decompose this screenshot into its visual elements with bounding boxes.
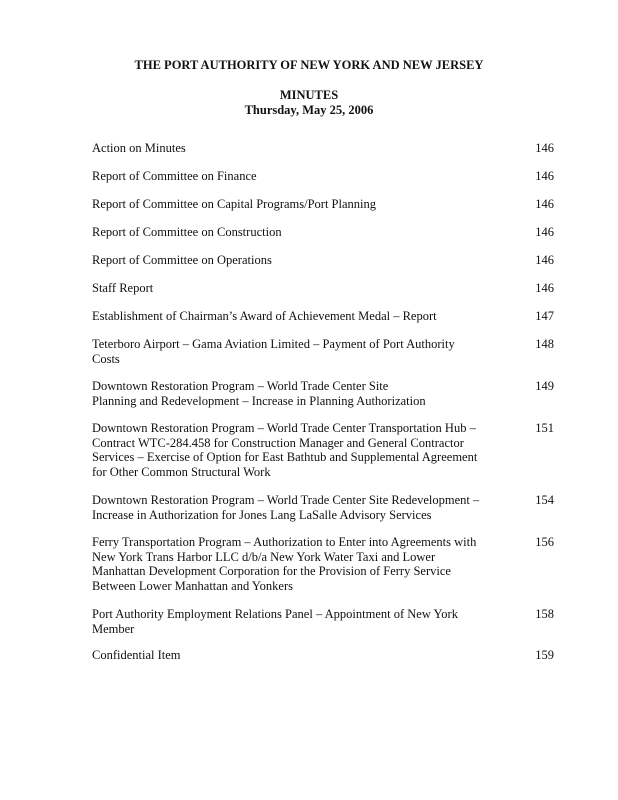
toc-entry-line: Downtown Restoration Program – World Trade Center Site bbox=[92, 379, 389, 393]
toc-entry-title bbox=[92, 337, 487, 366]
toc-entry-line: Staff Report bbox=[92, 281, 154, 295]
toc-entry-title bbox=[92, 225, 487, 240]
toc-entry-line: Manhattan Development Corporation for the Provision of Ferry Service bbox=[92, 564, 451, 578]
toc-entry-line: Port Authority Employment Relations Panel – Appointment of New York bbox=[92, 607, 458, 621]
toc-entry-line: Member bbox=[92, 621, 135, 636]
toc-page-number: 158 bbox=[535, 607, 554, 621]
toc-entry-line: Teterboro Airport – Gama Aviation Limited – Payment of Port Authority bbox=[92, 337, 455, 351]
toc-entry bbox=[92, 281, 554, 296]
toc-entry-line: Planning and Redevelopment – Increase in Planning Authorization bbox=[92, 393, 426, 408]
toc-page-number: 159 bbox=[535, 648, 554, 662]
toc-page-number: 146 bbox=[535, 225, 554, 239]
toc-page-number: 146 bbox=[535, 169, 554, 183]
toc-entry-line: Contract WTC-284.458 for Construction Manager and General Contractor bbox=[92, 435, 464, 450]
toc-entry-title bbox=[92, 421, 487, 479]
toc-page-number: 146 bbox=[535, 281, 554, 295]
toc-entry-line: Costs bbox=[92, 351, 120, 366]
toc-page-number: 154 bbox=[535, 493, 554, 507]
toc-entry-line: Downtown Restoration Program – World Trade Center Transportation Hub – bbox=[92, 421, 476, 435]
toc-entry-line: Between Lower Manhattan and Yonkers bbox=[92, 578, 293, 593]
toc-page-number: 146 bbox=[535, 197, 554, 211]
toc-page-number: 148 bbox=[535, 337, 554, 351]
toc-entry bbox=[92, 648, 554, 663]
toc-entry-title bbox=[92, 253, 487, 268]
meeting-date: Thursday, May 25, 2006 bbox=[244, 103, 374, 117]
toc-entry-line: Establishment of Chairman’s Award of Achievement Medal – Report bbox=[92, 309, 437, 323]
toc-entry-title bbox=[92, 281, 487, 296]
toc-page-number: 149 bbox=[535, 379, 554, 393]
toc-entry-line: Action on Minutes bbox=[92, 141, 186, 155]
toc-entry bbox=[92, 379, 554, 408]
toc-entry bbox=[92, 197, 554, 212]
toc-entry bbox=[92, 253, 554, 268]
toc-entry-title bbox=[92, 535, 487, 593]
toc-entry-line: for Other Common Structural Work bbox=[92, 464, 271, 479]
toc-entry-title bbox=[92, 607, 487, 636]
toc-entry-line: Report of Committee on Construction bbox=[92, 225, 282, 239]
toc-entry-line: Downtown Restoration Program – World Trade Center Site Redevelopment – bbox=[92, 493, 480, 507]
toc-page-number: 146 bbox=[535, 141, 554, 155]
toc-entry-line: Increase in Authorization for Jones Lang LaSalle Advisory Services bbox=[92, 507, 432, 522]
toc-entry-title bbox=[92, 197, 487, 212]
toc-entry-line: Services – Exercise of Option for East Bathtub and Supplemental Agreement bbox=[92, 450, 478, 464]
toc-entry-line: Ferry Transportation Program – Authorization to Enter into Agreements with bbox=[92, 535, 477, 549]
document-title: THE PORT AUTHORITY OF NEW YORK AND NEW JERSEY bbox=[134, 58, 484, 72]
toc-entry-title bbox=[92, 169, 487, 184]
toc-entry-title bbox=[92, 309, 487, 324]
toc-entry bbox=[92, 493, 554, 522]
toc-entry bbox=[92, 225, 554, 240]
toc-page-number: 147 bbox=[535, 309, 554, 323]
toc-entry bbox=[92, 141, 554, 156]
toc-page-number: 151 bbox=[535, 421, 554, 435]
toc-entry bbox=[92, 535, 554, 593]
document-subtitle: MINUTES bbox=[279, 88, 339, 102]
toc-entry-title bbox=[92, 141, 487, 156]
toc-entry-line: Report of Committee on Capital Programs/Port Planning bbox=[92, 197, 377, 211]
toc-entry-line: Report of Committee on Finance bbox=[92, 169, 257, 183]
toc-entry bbox=[92, 169, 554, 184]
toc-entry-line: Report of Committee on Operations bbox=[92, 253, 272, 267]
toc-entry bbox=[92, 337, 554, 366]
toc-entry bbox=[92, 309, 554, 324]
toc-page-number: 156 bbox=[535, 535, 554, 549]
toc-entry bbox=[92, 607, 554, 636]
toc-entry-title bbox=[92, 648, 487, 663]
toc-page-number: 146 bbox=[535, 253, 554, 267]
toc-entry-title bbox=[92, 493, 487, 522]
toc-entry bbox=[92, 421, 554, 479]
toc-entry-title bbox=[92, 379, 487, 408]
toc-entry-line: New York Trans Harbor LLC d/b/a New York Water Taxi and Lower bbox=[92, 549, 436, 564]
toc-entry-line: Confidential Item bbox=[92, 648, 181, 662]
